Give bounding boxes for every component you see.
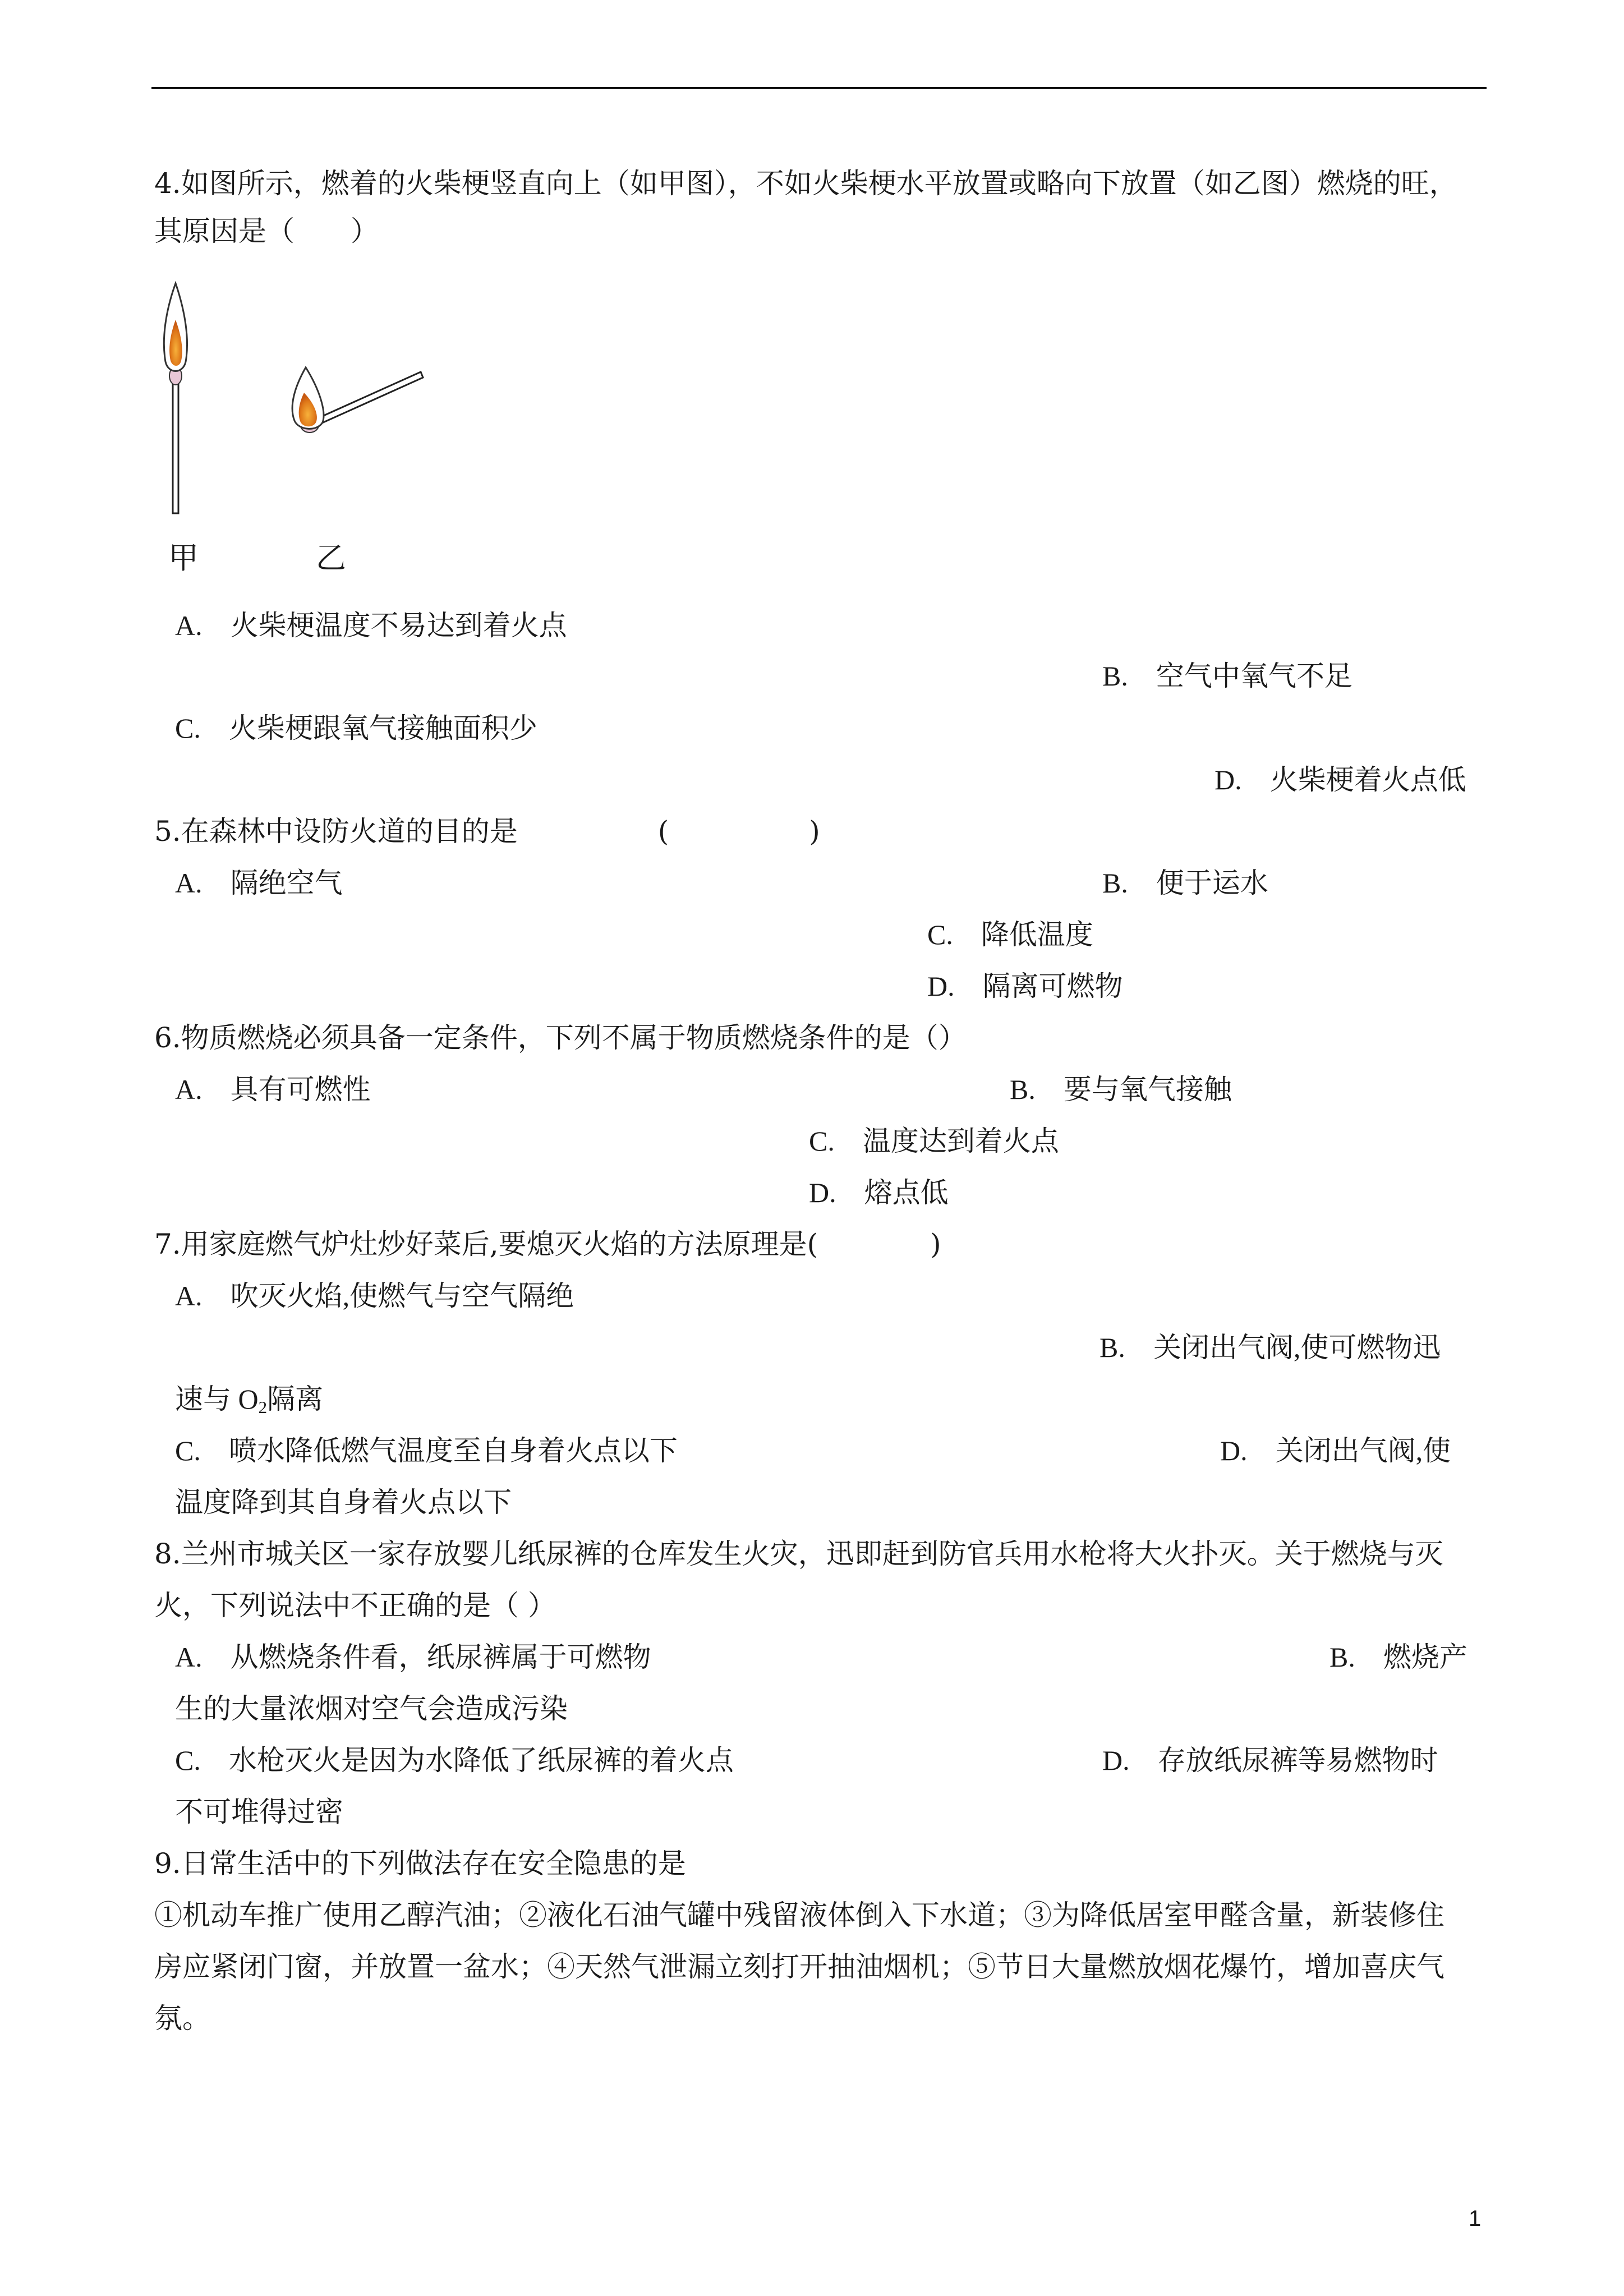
- q4-option-c: C. 火柴梗跟氧气接触面积少: [175, 712, 537, 744]
- q5-option-a: A. 隔绝空气: [175, 867, 343, 899]
- q4-stem-line2: 其原因是（ ）: [154, 215, 379, 247]
- q7-option-d: D. 关闭出气阀,使: [1220, 1435, 1451, 1466]
- q7-option-a: A. 吹灭火焰,使燃气与空气隔绝: [175, 1280, 574, 1312]
- q6-stem: 6.物质燃烧必须具备一定条件，下列不属于物质燃烧条件的是（）: [154, 1022, 967, 1054]
- q8-stem-line2: 火，下列说法中不正确的是（ ）: [154, 1589, 556, 1622]
- q8-option-c: C. 水枪灭火是因为水降低了纸尿裤的着火点: [175, 1745, 734, 1776]
- q6-option-d: D. 熔点低: [809, 1177, 949, 1208]
- q5-option-b: B. 便于运水: [1102, 867, 1268, 899]
- q5-option-c: C. 降低温度: [927, 919, 1093, 950]
- figure-label-a: 甲: [168, 540, 199, 576]
- q7-option-c: C. 喷水降低燃气温度至自身着火点以下: [175, 1435, 678, 1466]
- q7-option-b: B. 关闭出气阀,使可燃物迅: [1099, 1332, 1441, 1363]
- page-number: 1: [1469, 2206, 1482, 2231]
- q5-option-d: D. 隔离可燃物: [927, 970, 1123, 1002]
- figure-label-b: 乙: [316, 540, 346, 576]
- q7-option-d-continued: 温度降到其自身着火点以下: [175, 1487, 512, 1518]
- q5-stem: 5.在森林中设防火道的目的是 ( ): [154, 815, 820, 848]
- header-rule: [151, 87, 1487, 89]
- q6-option-a: A. 具有可燃性: [175, 1074, 371, 1105]
- q4-stem-line1: 4.如图所示，燃着的火柴梗竖直向上（如甲图），不如火柴梗水平放置或略向下放置（如乙图）燃烧的旺，: [154, 167, 1457, 200]
- q4-option-a: A. 火柴梗温度不易达到着火点: [175, 610, 567, 641]
- q8-option-b: B. 燃烧产: [1329, 1641, 1467, 1673]
- q6-option-c: C. 温度达到着火点: [809, 1125, 1059, 1157]
- q8-option-d: D. 存放纸尿裤等易燃物时: [1102, 1745, 1438, 1776]
- q6-option-b: B. 要与氧气接触: [1010, 1074, 1232, 1105]
- q8-option-b-continued: 生的大量浓烟对空气会造成污染: [175, 1693, 568, 1724]
- q4-option-d: D. 火柴梗着火点低: [1214, 764, 1466, 795]
- q9-statements-line2: 房应紧闭门窗，并放置一盆水；④天然气泄漏立刻打开抽油烟机；⑤节日大量燃放烟花爆竹，增加喜庆气: [154, 1950, 1444, 1983]
- q8-option-a: A. 从燃烧条件看，纸尿裤属于可燃物: [175, 1641, 651, 1673]
- q9-statements-line1: ①机动车推广使用乙醇汽油；②液化石油气罐中残留液体倒入下水道；③为降低居室甲醛含量，新装修住: [154, 1899, 1444, 1931]
- q7-option-b-text-post: 隔离: [267, 1383, 324, 1415]
- q8-stem-line1: 8.兰州市城关区一家存放婴儿纸尿裤的仓库发生火灾，迅即赶到防官兵用水枪将大火扑灭。关于燃烧与灭: [154, 1538, 1443, 1570]
- q7-stem: 7.用家庭燃气炉灶炒好菜后,要熄灭火焰的方法原理是( ): [154, 1228, 941, 1260]
- q7-option-b-continued: [175, 1382, 323, 1416]
- oxygen-subscript: 2: [258, 1397, 268, 1417]
- match-angled: [292, 367, 423, 432]
- matchstick-figure: [151, 278, 454, 581]
- q4-option-b: B. 空气中氧气不足: [1102, 660, 1352, 692]
- q8-option-d-continued: 不可堆得过密: [175, 1796, 343, 1828]
- q7-option-b-text-pre: 速与 O: [175, 1383, 259, 1415]
- match-vertical: [164, 283, 187, 513]
- q9-stem: 9.日常生活中的下列做法存在安全隐患的是: [154, 1847, 686, 1880]
- q9-statements-line3: 氛。: [154, 2002, 210, 2035]
- matchstick-illustration: [151, 278, 454, 581]
